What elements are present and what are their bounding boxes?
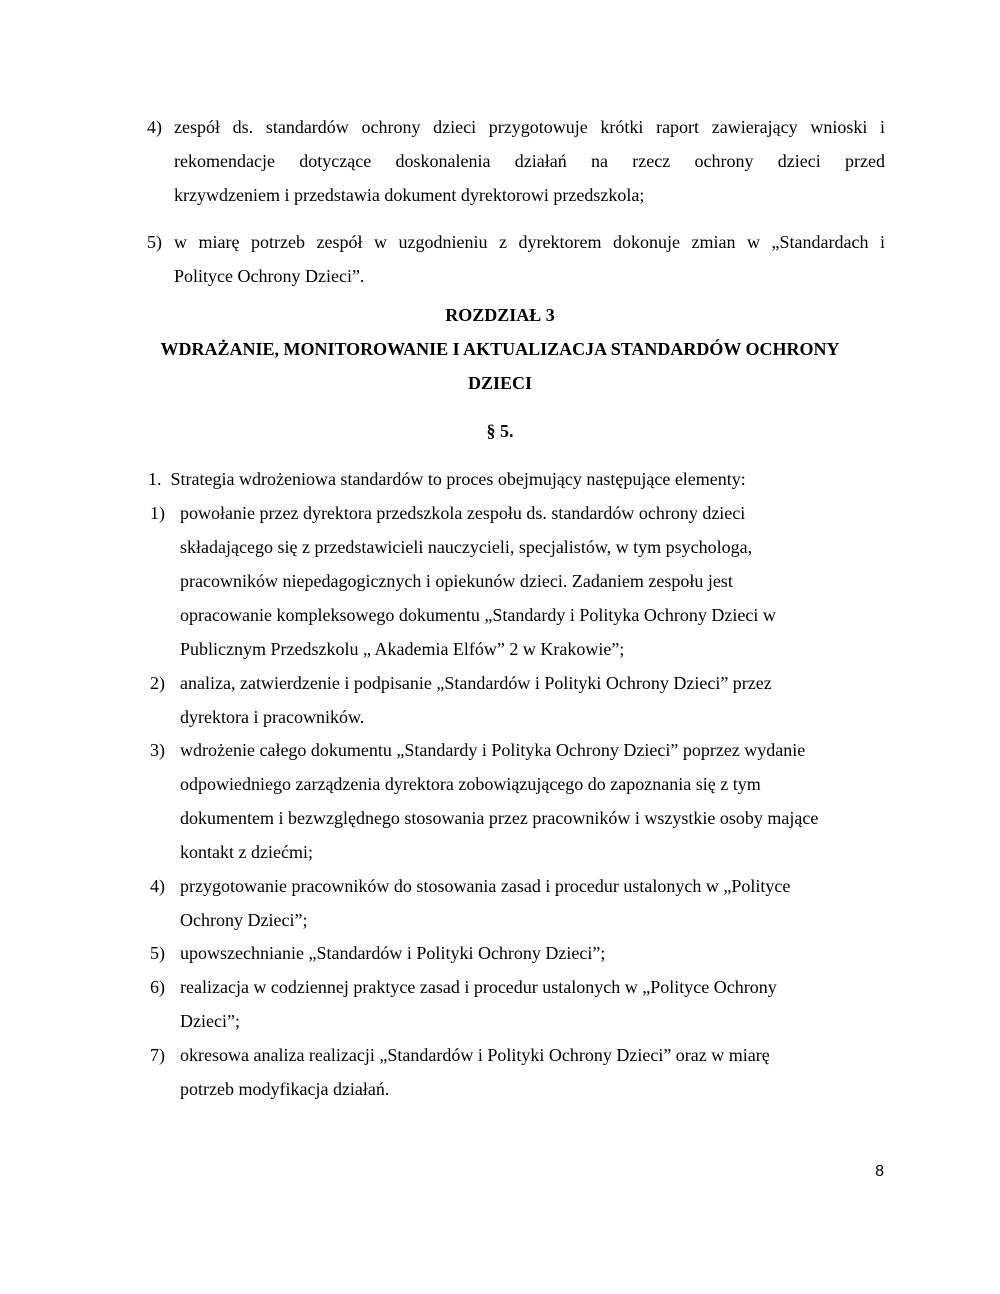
list-item [150, 1038, 890, 1106]
intro-point: 1. Strategia wdrożeniowa standardów to proces obejmujący następujące elementy: [148, 469, 746, 489]
list-number: 2) [150, 673, 165, 693]
item-line: Ochrony Dzieci”; [180, 910, 308, 930]
paragraph-heading: § 5. [486, 421, 514, 441]
item-line: Polityce Ochrony Dzieci”. [174, 266, 365, 286]
item-line: pracowników niepedagogicznych i opiekunów dzieci. Zadaniem zespołu jest [180, 571, 733, 591]
item-line: dyrektora i pracowników. [180, 707, 365, 727]
item-line: opracowanie kompleksowego dokumentu „Standardy i Polityka Ochrony Dzieci w [180, 605, 776, 625]
list-number: 5) [147, 232, 162, 252]
item-line: Dzieci”; [180, 1011, 240, 1031]
list-number: 4) [147, 117, 162, 137]
item-line: wdrożenie całego dokumentu „Standardy i Polityka Ochrony Dzieci” poprzez wydanie [180, 740, 806, 760]
item-line: składającego się z przedstawicieli nauczycieli, specjalistów, w tym psychologa, [180, 537, 753, 557]
item-line: analiza, zatwierdzenie i podpisanie „Standardów i Polityki Ochrony Dzieci” przez [180, 673, 772, 693]
list-number: 7) [150, 1045, 165, 1065]
item-line: dokumentem i bezwzględnego stosowania przez pracowników i wszystkie osoby mające [180, 808, 819, 828]
page-number: 8 [875, 1163, 884, 1180]
list-item [150, 936, 890, 970]
list-item [150, 496, 890, 666]
item-line: kontakt z dziećmi; [180, 842, 313, 862]
list-item [150, 970, 890, 1038]
item-line: potrzeb modyfikacja działań. [180, 1079, 390, 1099]
chapter-title-line-2: DZIECI [467, 373, 533, 393]
list-number: 5) [150, 943, 165, 963]
list-item [150, 733, 890, 869]
item-line: w miarę potrzeb zespół w uzgodnieniu z dyrektorem dokonuje zmian w „Standardach i [174, 232, 885, 252]
chapter-title-line-1: WDRAŻANIE, MONITOROWANIE I AKTUALIZACJA STANDARDÓW OCHRONY [160, 339, 840, 359]
item-line: krzywdzeniem i przedstawia dokument dyrektorowi przedszkola; [174, 185, 645, 205]
item-line: powołanie przez dyrektora przedszkola zespołu ds. standardów ochrony dzieci [180, 503, 746, 523]
item-line: upowszechnianie „Standardów i Polityki Ochrony Dzieci”; [180, 943, 606, 963]
item-line: odpowiedniego zarządzenia dyrektora zobowiązującego do zapoznania się z tym [180, 774, 761, 794]
list-item-5 [147, 225, 885, 293]
item-line: okresowa analiza realizacji „Standardów i Polityki Ochrony Dzieci” oraz w miarę [180, 1045, 770, 1065]
list-number: 1) [150, 503, 165, 523]
list-number: 6) [150, 977, 165, 997]
item-line: Publicznym Przedszkolu „ Akademia Elfów” 2 w Krakowie”; [180, 639, 625, 659]
item-line: rekomendacje dotyczące doskonalenia działań na rzecz ochrony dzieci przed [174, 151, 885, 171]
list-item [150, 869, 890, 937]
list-number: 3) [150, 740, 165, 760]
item-line: zespół ds. standardów ochrony dzieci przygotowuje krótki raport zawierający wnioski i [174, 117, 885, 137]
item-line: przygotowanie pracowników do stosowania zasad i procedur ustalonych w „Polityce [180, 876, 791, 896]
list-item [150, 666, 890, 734]
item-line: realizacja w codziennej praktyce zasad i procedur ustalonych w „Polityce Ochrony [180, 977, 777, 997]
chapter-label: ROZDZIAŁ 3 [445, 305, 555, 325]
list-number: 4) [150, 876, 165, 896]
list-item-4 [147, 110, 885, 212]
